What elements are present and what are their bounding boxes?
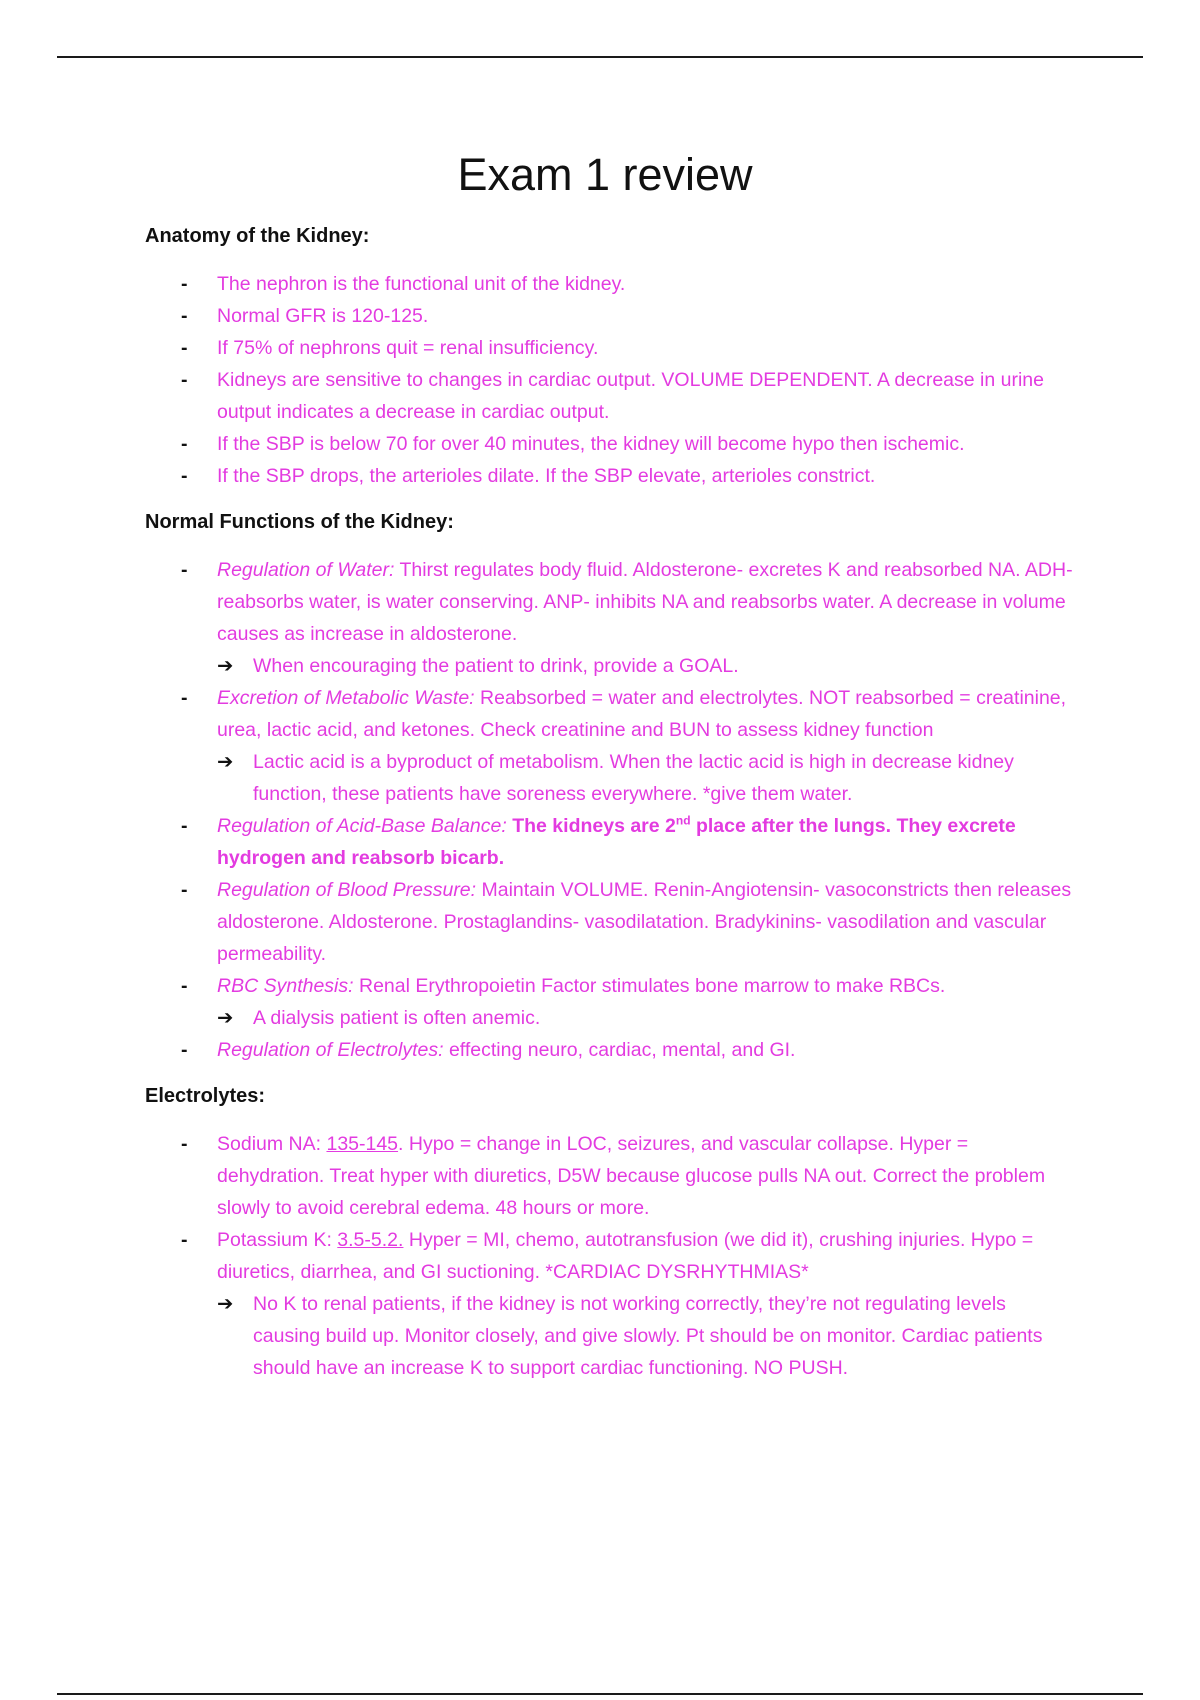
superscript: nd [675, 813, 691, 827]
anatomy-list [145, 268, 1075, 492]
sub-item-text: When encouraging the patient to drink, provide a GOAL. [253, 654, 739, 677]
functions-list [145, 554, 1075, 1066]
item-label: RBC Synthesis: [217, 974, 354, 997]
section-heading-electrolytes: Electrolytes: [145, 1084, 266, 1107]
arrow-icon: ➔ [217, 1006, 234, 1029]
item-text: Renal Erythropoietin Factor stimulates bone marrow to make RBCs. [353, 974, 946, 997]
section-heading-functions: Normal Functions of the Kidney: [145, 510, 454, 533]
arrow-icon: ➔ [217, 654, 234, 677]
item-label: Regulation of Blood Pressure: [217, 878, 477, 901]
arrow-icon: ➔ [217, 1292, 234, 1315]
top-rule [57, 56, 1143, 58]
item-label: Excretion of Metabolic Waste: [217, 686, 475, 709]
list-item-rbc [145, 970, 1075, 1002]
item-text: effecting neuro, cardiac, mental, and GI. [443, 1038, 796, 1061]
sub-item [145, 650, 1075, 682]
item-label: Regulation of Acid-Base Balance: [217, 814, 507, 837]
item-label: Regulation of Water: [217, 558, 395, 581]
item-label: Regulation of Electrolytes: [217, 1038, 444, 1061]
section-heading-anatomy: Anatomy of the Kidney: [145, 224, 370, 247]
range-value: 135-145 [326, 1132, 399, 1155]
list-item-sodium [145, 1128, 1075, 1224]
electrolytes-list [145, 1128, 1075, 1384]
document-page [145, 150, 1075, 1400]
list-item-potassium [145, 1224, 1075, 1288]
sub-item-text: Lactic acid is a byproduct of metabolism. When the lactic acid is high in decrease kidney function, these patients have soreness everywhere. *give them water. [253, 750, 1014, 805]
range-value: 3.5-5.2. [337, 1228, 404, 1251]
sub-item [145, 746, 1075, 810]
list-item-water [145, 554, 1075, 650]
sub-item-text: A dialysis patient is often anemic. [253, 1006, 541, 1029]
item-text: Maintain VOLUME. Renin-Angiotensin- vasoconstricts then releases aldosterone. Aldosterone. Prostaglandins- vasodilatation. Bradykinins- vasodilation and vascular permeability. [217, 878, 1072, 965]
item-text: The kidneys are 2 [506, 814, 676, 837]
item-label: Sodium NA: [217, 1132, 327, 1155]
list-item-acid-base [145, 810, 1075, 874]
item-text: Thirst regulates body fluid. Aldosterone- excretes K and reabsorbed NA. ADH- reabsorbs water, is water conserving. ANP- inhibits NA and reabsorbs water. A decrease in volume causes as increase in aldosterone. [217, 558, 1073, 645]
list-item-bp [145, 874, 1075, 970]
arrow-icon: ➔ [217, 750, 234, 773]
item-text: Hyper = MI, chemo, autotransfusion (we did it), crushing injuries. Hypo = diuretics, diarrhea, and GI suctioning. *CARDIAC DYSRHYTHMIAS* [217, 1228, 1034, 1283]
page-title: Exam 1 review [457, 149, 753, 200]
item-text: . Hypo = change in LOC, seizures, and vascular collapse. Hyper = dehydration. Treat hyper with diuretics, D5W because glucose pulls NA out. Correct the problem slowly to avoid cerebral edema. 48 hours or more. [217, 1132, 1046, 1219]
item-text: Reabsorbed = water and electrolytes. NOT reabsorbed = creatinine, urea, lactic acid, and ketones. Check creatinine and BUN to assess kidney function [217, 686, 1067, 741]
bottom-rule [57, 1693, 1143, 1695]
list-item: - If the SBP is below 70 for over 40 minutes, the kidney will become hypo then ischemic. [145, 428, 1075, 460]
item-text: place after the lungs. They excrete hydrogen and reabsorb bicarb. [217, 814, 1016, 869]
sub-item-text: No K to renal patients, if the kidney is not working correctly, they’re not regulating levels causing build up. Monitor closely, and give slowly. Pt should be on monitor. Cardiac patients should have an increase K to support cardiac functioning. NO PUSH. [253, 1292, 1043, 1379]
sub-item [145, 1002, 1075, 1034]
list-item: - If 75% of nephrons quit = renal insufficiency. [145, 332, 1075, 364]
list-item-waste [145, 682, 1075, 746]
list-item: - If the SBP drops, the arterioles dilate. If the SBP elevate, arterioles constrict. [145, 460, 1075, 492]
list-item: - Kidneys are sensitive to changes in cardiac output. VOLUME DEPENDENT. A decrease in urine output indicates a decrease in cardiac output. [145, 364, 1075, 428]
sub-item [145, 1288, 1075, 1384]
list-item: - The nephron is the functional unit of the kidney. [145, 268, 1075, 300]
item-label: Potassium K: [217, 1228, 338, 1251]
list-item: - Normal GFR is 120-125. [145, 300, 1075, 332]
list-item-electrolytes-reg [145, 1034, 1075, 1066]
